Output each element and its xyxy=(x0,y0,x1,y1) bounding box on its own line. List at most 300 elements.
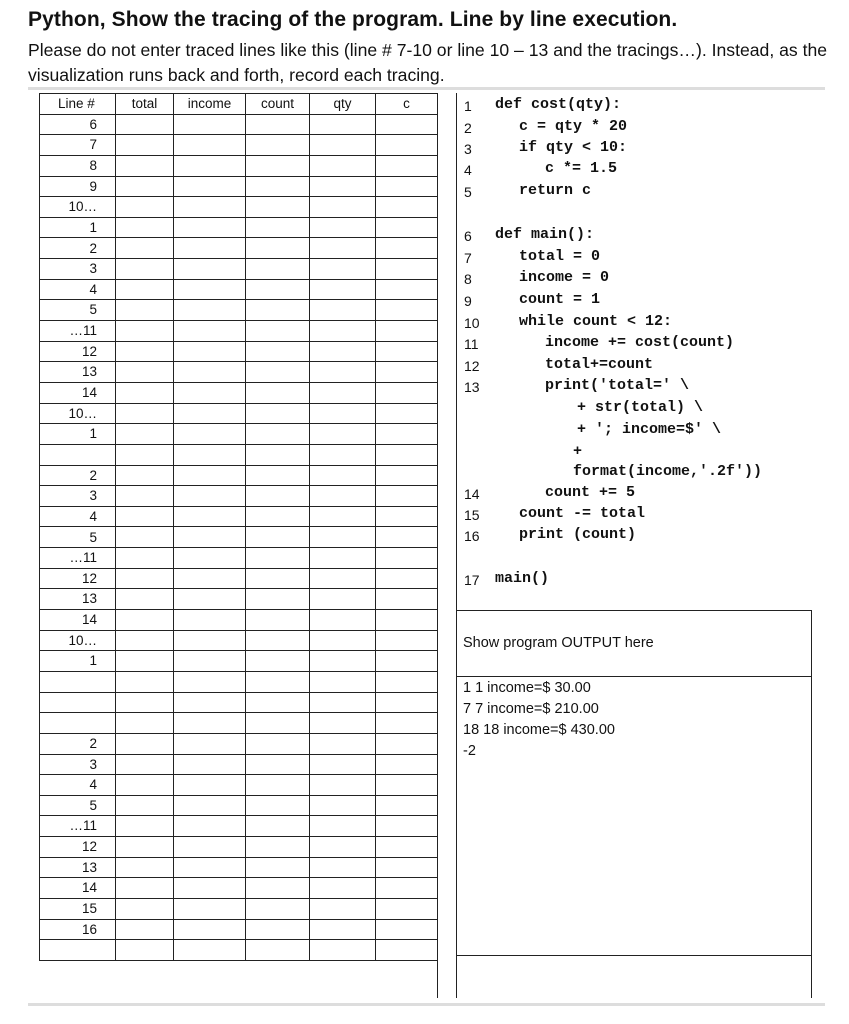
trace-cell xyxy=(116,527,174,548)
trace-cell xyxy=(116,382,174,403)
trace-cell xyxy=(376,630,438,651)
trace-cell xyxy=(174,527,246,548)
table-row xyxy=(40,279,438,300)
trace-cell xyxy=(376,300,438,321)
column-header: count xyxy=(246,94,310,115)
trace-cell xyxy=(174,610,246,631)
trace-cell xyxy=(310,671,376,692)
trace-cell xyxy=(376,403,438,424)
trace-cell xyxy=(246,527,310,548)
trace-cell xyxy=(376,671,438,692)
trace-cell xyxy=(116,135,174,156)
trace-cell xyxy=(116,238,174,259)
line-number-cell xyxy=(40,940,116,961)
trace-cell xyxy=(246,238,310,259)
trace-cell xyxy=(310,754,376,775)
trace-cell xyxy=(116,610,174,631)
table-row xyxy=(40,341,438,362)
trace-cell xyxy=(310,382,376,403)
output-line: 1 1 income=$ 30.00 xyxy=(463,680,591,696)
trace-cell xyxy=(376,465,438,486)
trace-cell xyxy=(310,362,376,383)
trace-cell xyxy=(116,816,174,837)
table-header-row xyxy=(40,94,438,115)
line-number-cell: 12 xyxy=(40,568,116,589)
trace-cell xyxy=(376,362,438,383)
page-title: Python, Show the tracing of the program. Line by line execution. xyxy=(28,8,678,31)
trace-cell xyxy=(116,444,174,465)
line-number-cell: 10… xyxy=(40,403,116,424)
trace-cell xyxy=(174,259,246,280)
trace-cell xyxy=(310,837,376,858)
table-row xyxy=(40,940,438,961)
trace-cell xyxy=(310,878,376,899)
trace-cell xyxy=(116,878,174,899)
right-border xyxy=(811,610,812,998)
code-text: main() xyxy=(495,570,550,587)
table-row xyxy=(40,259,438,280)
code-text: return c xyxy=(519,182,592,199)
code-line-number: 13 xyxy=(464,379,480,395)
trace-cell xyxy=(116,837,174,858)
table-row xyxy=(40,176,438,197)
column-header: qty xyxy=(310,94,376,115)
trace-cell xyxy=(246,300,310,321)
code-line-number: 4 xyxy=(464,162,472,178)
trace-cell xyxy=(116,795,174,816)
code-line-number: 10 xyxy=(464,315,480,331)
trace-cell xyxy=(116,506,174,527)
trace-cell xyxy=(310,816,376,837)
trace-cell xyxy=(376,444,438,465)
trace-cell xyxy=(246,589,310,610)
trace-cell xyxy=(376,382,438,403)
trace-cell xyxy=(246,321,310,342)
line-number-cell: 13 xyxy=(40,857,116,878)
code-line-number: 7 xyxy=(464,250,472,266)
trace-cell xyxy=(310,424,376,445)
code-text: c = qty * 20 xyxy=(519,118,628,135)
trace-cell xyxy=(310,176,376,197)
code-text: def main(): xyxy=(495,226,595,243)
trace-cell xyxy=(376,279,438,300)
line-number-cell: 14 xyxy=(40,382,116,403)
trace-cell xyxy=(116,403,174,424)
trace-cell xyxy=(376,775,438,796)
line-number-cell: 16 xyxy=(40,919,116,940)
code-text: if qty < 10: xyxy=(519,139,628,156)
table-row xyxy=(40,610,438,631)
trace-cell xyxy=(376,155,438,176)
trace-cell xyxy=(376,610,438,631)
trace-cell xyxy=(310,651,376,672)
trace-cell xyxy=(116,589,174,610)
trace-cell xyxy=(116,940,174,961)
trace-cell xyxy=(174,919,246,940)
trace-cell xyxy=(174,403,246,424)
code-line-number: 15 xyxy=(464,507,480,523)
line-number-cell: 12 xyxy=(40,341,116,362)
trace-cell xyxy=(246,754,310,775)
trace-cell xyxy=(310,279,376,300)
trace-cell xyxy=(116,197,174,218)
code-text: c *= 1.5 xyxy=(545,160,618,177)
trace-cell xyxy=(116,259,174,280)
trace-cell xyxy=(310,403,376,424)
trace-cell xyxy=(246,135,310,156)
trace-cell xyxy=(174,362,246,383)
table-row xyxy=(40,589,438,610)
trace-cell xyxy=(310,486,376,507)
table-row xyxy=(40,548,438,569)
column-header: c xyxy=(376,94,438,115)
line-number-cell: 5 xyxy=(40,300,116,321)
trace-cell xyxy=(174,238,246,259)
trace-cell xyxy=(174,589,246,610)
line-number-cell: 8 xyxy=(40,155,116,176)
code-text: while count < 12: xyxy=(519,313,673,330)
output-line: 18 18 income=$ 430.00 xyxy=(463,722,615,738)
trace-cell xyxy=(310,610,376,631)
trace-cell xyxy=(310,857,376,878)
trace-cell xyxy=(246,155,310,176)
trace-cell xyxy=(174,341,246,362)
trace-cell xyxy=(376,176,438,197)
trace-cell xyxy=(174,816,246,837)
column-header: Line # xyxy=(40,94,116,115)
trace-cell xyxy=(310,795,376,816)
code-line-number: 17 xyxy=(464,572,480,588)
trace-cell xyxy=(174,321,246,342)
trace-cell xyxy=(116,857,174,878)
table-row xyxy=(40,238,438,259)
trace-cell xyxy=(174,733,246,754)
trace-cell xyxy=(376,878,438,899)
trace-cell xyxy=(174,940,246,961)
line-number-cell xyxy=(40,671,116,692)
table-row xyxy=(40,321,438,342)
code-line-number: 8 xyxy=(464,271,472,287)
table-row xyxy=(40,837,438,858)
trace-cell xyxy=(246,506,310,527)
table-row xyxy=(40,362,438,383)
line-number-cell: 1 xyxy=(40,651,116,672)
table-row xyxy=(40,424,438,445)
column-header: total xyxy=(116,94,174,115)
trace-cell xyxy=(174,857,246,878)
line-number-cell: 3 xyxy=(40,259,116,280)
line-number-cell: 5 xyxy=(40,527,116,548)
trace-cell xyxy=(246,816,310,837)
trace-cell xyxy=(174,382,246,403)
line-number-cell: 1 xyxy=(40,217,116,238)
trace-cell xyxy=(310,940,376,961)
trace-cell xyxy=(246,775,310,796)
trace-cell xyxy=(376,816,438,837)
trace-cell xyxy=(376,589,438,610)
line-number-cell: 10… xyxy=(40,630,116,651)
trace-cell xyxy=(376,857,438,878)
line-number-cell: 3 xyxy=(40,486,116,507)
table-row xyxy=(40,155,438,176)
trace-cell xyxy=(116,733,174,754)
trace-cell xyxy=(116,114,174,135)
trace-cell xyxy=(246,403,310,424)
table-row xyxy=(40,403,438,424)
trace-cell xyxy=(116,279,174,300)
trace-cell xyxy=(116,341,174,362)
trace-cell xyxy=(376,692,438,713)
table-row xyxy=(40,651,438,672)
trace-cell xyxy=(310,238,376,259)
trace-cell xyxy=(174,279,246,300)
trace-cell xyxy=(174,630,246,651)
trace-cell xyxy=(174,217,246,238)
table-row xyxy=(40,878,438,899)
trace-cell xyxy=(116,775,174,796)
trace-cell xyxy=(116,898,174,919)
trace-cell xyxy=(310,321,376,342)
code-text: + '; income=$' \ xyxy=(577,421,722,438)
trace-cell xyxy=(116,465,174,486)
table-row xyxy=(40,713,438,734)
trace-cell xyxy=(376,527,438,548)
code-line-number: 14 xyxy=(464,486,480,502)
trace-cell xyxy=(174,465,246,486)
trace-cell xyxy=(174,300,246,321)
trace-cell xyxy=(246,217,310,238)
trace-cell xyxy=(246,713,310,734)
trace-cell xyxy=(116,424,174,445)
line-number-cell: 4 xyxy=(40,279,116,300)
line-number-cell xyxy=(40,444,116,465)
code-text: total = 0 xyxy=(519,248,601,265)
code-text: total+=count xyxy=(545,356,654,373)
trace-cell xyxy=(376,940,438,961)
instructions: Please do not enter traced lines like this (line # 7-10 or line 10 – 13 and the tracings…). Instead, as the visualization runs back and forth, record each tracing. xyxy=(28,40,828,85)
table-row xyxy=(40,527,438,548)
trace-cell xyxy=(310,733,376,754)
table-row xyxy=(40,135,438,156)
trace-cell xyxy=(246,548,310,569)
trace-cell xyxy=(310,341,376,362)
line-number-cell xyxy=(40,692,116,713)
trace-cell xyxy=(376,341,438,362)
trace-cell xyxy=(376,651,438,672)
table-row xyxy=(40,733,438,754)
trace-cell xyxy=(310,444,376,465)
trace-cell xyxy=(174,671,246,692)
trace-cell xyxy=(246,651,310,672)
trace-cell xyxy=(376,548,438,569)
trace-cell xyxy=(310,775,376,796)
trace-cell xyxy=(310,259,376,280)
trace-cell xyxy=(116,217,174,238)
code-gutter-line xyxy=(456,93,457,998)
trace-cell xyxy=(246,362,310,383)
table-row xyxy=(40,857,438,878)
table-row xyxy=(40,197,438,218)
trace-cell xyxy=(116,486,174,507)
code-text: format(income,'.2f')) xyxy=(573,463,763,480)
code-text: def cost(qty): xyxy=(495,96,622,113)
trace-cell xyxy=(246,878,310,899)
output-bottom-rule xyxy=(456,955,811,956)
trace-cell xyxy=(246,341,310,362)
code-bottom-rule xyxy=(456,610,811,611)
trace-cell xyxy=(116,692,174,713)
trace-cell xyxy=(116,919,174,940)
trace-cell xyxy=(174,713,246,734)
line-number-cell: 13 xyxy=(40,362,116,383)
trace-cell xyxy=(376,217,438,238)
code-text: count += 5 xyxy=(545,484,636,501)
trace-cell xyxy=(310,630,376,651)
code-line-number: 5 xyxy=(464,184,472,200)
trace-cell xyxy=(310,713,376,734)
table-row xyxy=(40,754,438,775)
trace-cell xyxy=(116,321,174,342)
trace-cell xyxy=(174,444,246,465)
trace-cell xyxy=(174,878,246,899)
trace-cell xyxy=(246,919,310,940)
trace-cell xyxy=(174,155,246,176)
trace-cell xyxy=(310,568,376,589)
trace-cell xyxy=(174,837,246,858)
trace-cell xyxy=(376,919,438,940)
output-line: -2 xyxy=(463,743,476,759)
line-number-cell: 14 xyxy=(40,610,116,631)
trace-cell xyxy=(174,135,246,156)
code-text: count -= total xyxy=(519,505,646,522)
trace-cell xyxy=(246,692,310,713)
trace-cell xyxy=(310,300,376,321)
trace-cell xyxy=(376,238,438,259)
table-row xyxy=(40,114,438,135)
trace-cell xyxy=(174,568,246,589)
trace-cell xyxy=(116,548,174,569)
line-number-cell: 3 xyxy=(40,754,116,775)
output-label: Show program OUTPUT here xyxy=(463,635,654,651)
trace-cell xyxy=(310,548,376,569)
code-text: print('total=' \ xyxy=(545,377,690,394)
trace-cell xyxy=(310,898,376,919)
code-line-number: 11 xyxy=(464,336,479,352)
trace-cell xyxy=(310,589,376,610)
code-line-number: 16 xyxy=(464,528,480,544)
table-row xyxy=(40,630,438,651)
trace-cell xyxy=(376,135,438,156)
trace-cell xyxy=(376,486,438,507)
trace-cell xyxy=(174,424,246,445)
trace-cell xyxy=(376,197,438,218)
trace-cell xyxy=(246,568,310,589)
trace-cell xyxy=(116,362,174,383)
line-number-cell: 13 xyxy=(40,589,116,610)
table-row xyxy=(40,692,438,713)
line-number-cell: 14 xyxy=(40,878,116,899)
code-text: print (count) xyxy=(519,526,637,543)
code-text: + xyxy=(573,443,583,460)
table-row xyxy=(40,671,438,692)
trace-cell xyxy=(246,795,310,816)
code-text: + str(total) \ xyxy=(577,399,704,416)
table-row xyxy=(40,300,438,321)
code-text: income = 0 xyxy=(519,269,610,286)
trace-cell xyxy=(310,465,376,486)
trace-cell xyxy=(116,651,174,672)
table-row xyxy=(40,444,438,465)
trace-cell xyxy=(310,114,376,135)
trace-cell xyxy=(174,548,246,569)
trace-cell xyxy=(376,898,438,919)
trace-cell xyxy=(116,713,174,734)
trace-cell xyxy=(376,321,438,342)
trace-cell xyxy=(116,671,174,692)
trace-cell xyxy=(116,176,174,197)
trace-cell xyxy=(174,692,246,713)
trace-cell xyxy=(246,486,310,507)
line-number-cell: 10… xyxy=(40,197,116,218)
line-number-cell: 5 xyxy=(40,795,116,816)
line-number-cell: 9 xyxy=(40,176,116,197)
line-number-cell: …11 xyxy=(40,548,116,569)
line-number-cell: 1 xyxy=(40,424,116,445)
trace-cell xyxy=(310,692,376,713)
trace-cell xyxy=(246,630,310,651)
trace-cell xyxy=(246,279,310,300)
code-line-number: 9 xyxy=(464,293,472,309)
table-row xyxy=(40,775,438,796)
trace-cell xyxy=(246,176,310,197)
table-row xyxy=(40,795,438,816)
column-header: income xyxy=(174,94,246,115)
trace-cell xyxy=(246,114,310,135)
trace-cell xyxy=(246,197,310,218)
trace-cell xyxy=(246,382,310,403)
line-number-cell: 15 xyxy=(40,898,116,919)
trace-cell xyxy=(174,898,246,919)
line-number-cell: 2 xyxy=(40,465,116,486)
trace-cell xyxy=(116,568,174,589)
trace-cell xyxy=(246,671,310,692)
trace-cell xyxy=(174,197,246,218)
trace-cell xyxy=(376,568,438,589)
trace-cell xyxy=(174,114,246,135)
trace-cell xyxy=(246,898,310,919)
table-row xyxy=(40,217,438,238)
trace-cell xyxy=(174,651,246,672)
table-row xyxy=(40,382,438,403)
trace-cell xyxy=(376,259,438,280)
trace-cell xyxy=(174,795,246,816)
trace-cell xyxy=(310,919,376,940)
bottom-divider xyxy=(28,1003,825,1006)
trace-cell xyxy=(376,795,438,816)
trace-cell xyxy=(246,940,310,961)
line-number-cell: …11 xyxy=(40,816,116,837)
top-divider xyxy=(28,87,825,90)
line-number-cell: 7 xyxy=(40,135,116,156)
line-number-cell: 12 xyxy=(40,837,116,858)
line-number-cell: 2 xyxy=(40,733,116,754)
trace-cell xyxy=(116,630,174,651)
trace-cell xyxy=(246,733,310,754)
line-number-cell: 4 xyxy=(40,506,116,527)
code-line-number: 12 xyxy=(464,358,480,374)
trace-cell xyxy=(174,486,246,507)
table-row xyxy=(40,898,438,919)
